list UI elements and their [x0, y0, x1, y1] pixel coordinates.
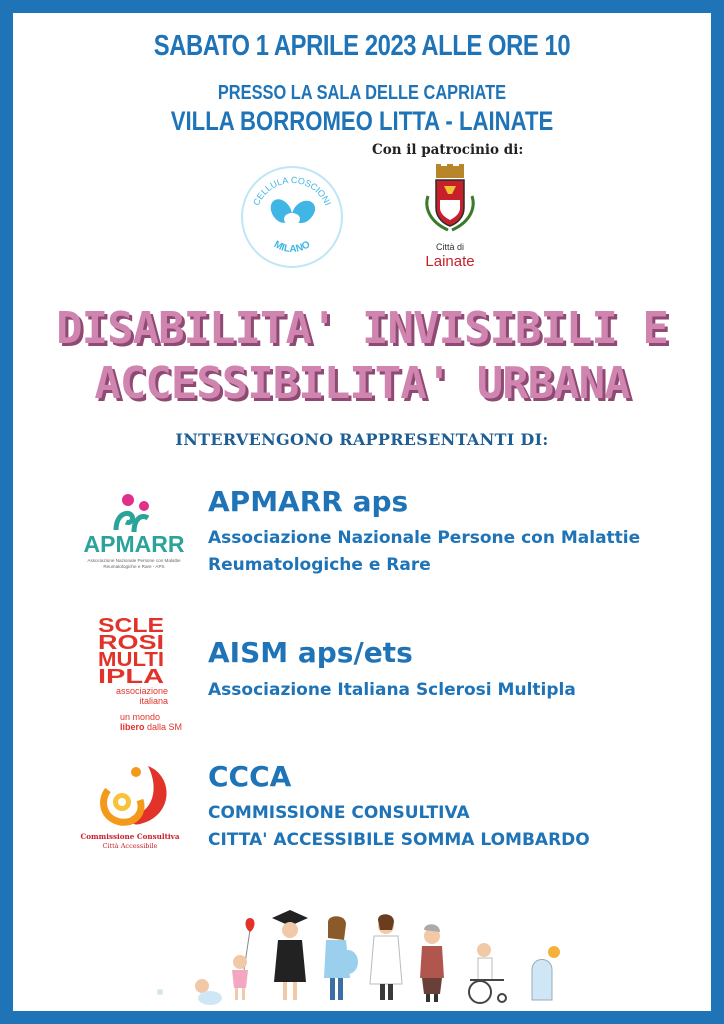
- event-date: SABATO 1 APRILE 2023 ALLE ORE 10: [153, 30, 571, 62]
- patronage-label: Con il patrocinio di:: [372, 142, 524, 158]
- ccca-logo: [78, 760, 182, 852]
- apmarr-logo-small-1: Associazione Nazionale Persone con Malattie: [87, 558, 181, 563]
- lainate-name: Lainate: [425, 253, 475, 270]
- aism-logo-assoc-2: italiana: [139, 696, 168, 706]
- pregnant-woman-figure: [324, 916, 358, 1000]
- event-place: VILLA BORROMEO LITTA - LAINATE: [170, 106, 554, 136]
- aism-logo-l3: MULTI: [98, 649, 164, 671]
- headstone-figure: [532, 946, 560, 1000]
- aism-logo-tag-2: libero dalla SM: [120, 722, 183, 732]
- org-name-ccca: CCCA: [208, 760, 292, 793]
- aism-logo-assoc-1: associazione: [115, 686, 168, 696]
- aism-logo: [98, 614, 183, 734]
- title-line-1: DISABILITA' INVISIBILI E: [56, 303, 668, 354]
- ccca-logo-line-1: Commissione Consultiva: [80, 832, 180, 841]
- org-name-aism: AISM aps/ets: [208, 636, 413, 669]
- people-illustration: [140, 900, 590, 1010]
- event-venue: PRESSO LA SALA DELLE CAPRIATE: [217, 82, 507, 104]
- aism-logo-l4: IPLA: [98, 666, 164, 688]
- elderly-woman-figure: [420, 924, 444, 1002]
- org-desc-ccca: [208, 800, 590, 854]
- apmarr-logo-small-2: Reumatologiche e Rare - APS: [103, 564, 165, 569]
- graduate-figure: [272, 910, 308, 1000]
- org-name-apmarr: APMARR aps: [208, 485, 409, 518]
- doctor-figure: [370, 914, 402, 1000]
- lainate-crest-logo: [418, 162, 482, 272]
- title-line-2: ACCESSIBILITA' URBANA: [94, 358, 630, 409]
- baby-figure: [157, 979, 222, 1005]
- org-desc-apmarr-line-1: Associazione Nazionale Persone con Malattie: [208, 528, 641, 548]
- apmarr-wordmark: APMARR: [83, 531, 185, 557]
- org-desc-apmarr-line-2: Reumatologiche e Rare: [208, 555, 431, 575]
- aism-logo-l1: SCLE: [98, 615, 164, 637]
- cellula-bottom-text: MILANO: [271, 239, 313, 255]
- org-desc-ccca-line-2: CITTA' ACCESSIBILE SOMMA LOMBARDO: [208, 830, 590, 850]
- apmarr-logo: [70, 492, 198, 572]
- speakers-intro: INTERVENGONO RAPPRESENTANTI DI:: [175, 430, 549, 449]
- lainate-small-text: Città di: [435, 242, 465, 252]
- aism-logo-tag-1: un mondo: [120, 712, 161, 722]
- wheelchair-figure: [469, 943, 506, 1003]
- aism-logo-l2: ROSI: [98, 632, 164, 654]
- cellula-coscioni-logo: [240, 165, 344, 269]
- org-desc-apmarr: [208, 525, 640, 579]
- girl-with-balloon-figure: [232, 918, 255, 1000]
- ccca-logo-line-2: Città Accessibile: [102, 842, 158, 850]
- org-desc-aism: Associazione Italiana Sclerosi Multipla: [208, 680, 576, 700]
- cellula-top-text: CELLULA COSCIONI: [251, 174, 334, 207]
- org-desc-ccca-line-1: COMMISSIONE CONSULTIVA: [208, 803, 470, 823]
